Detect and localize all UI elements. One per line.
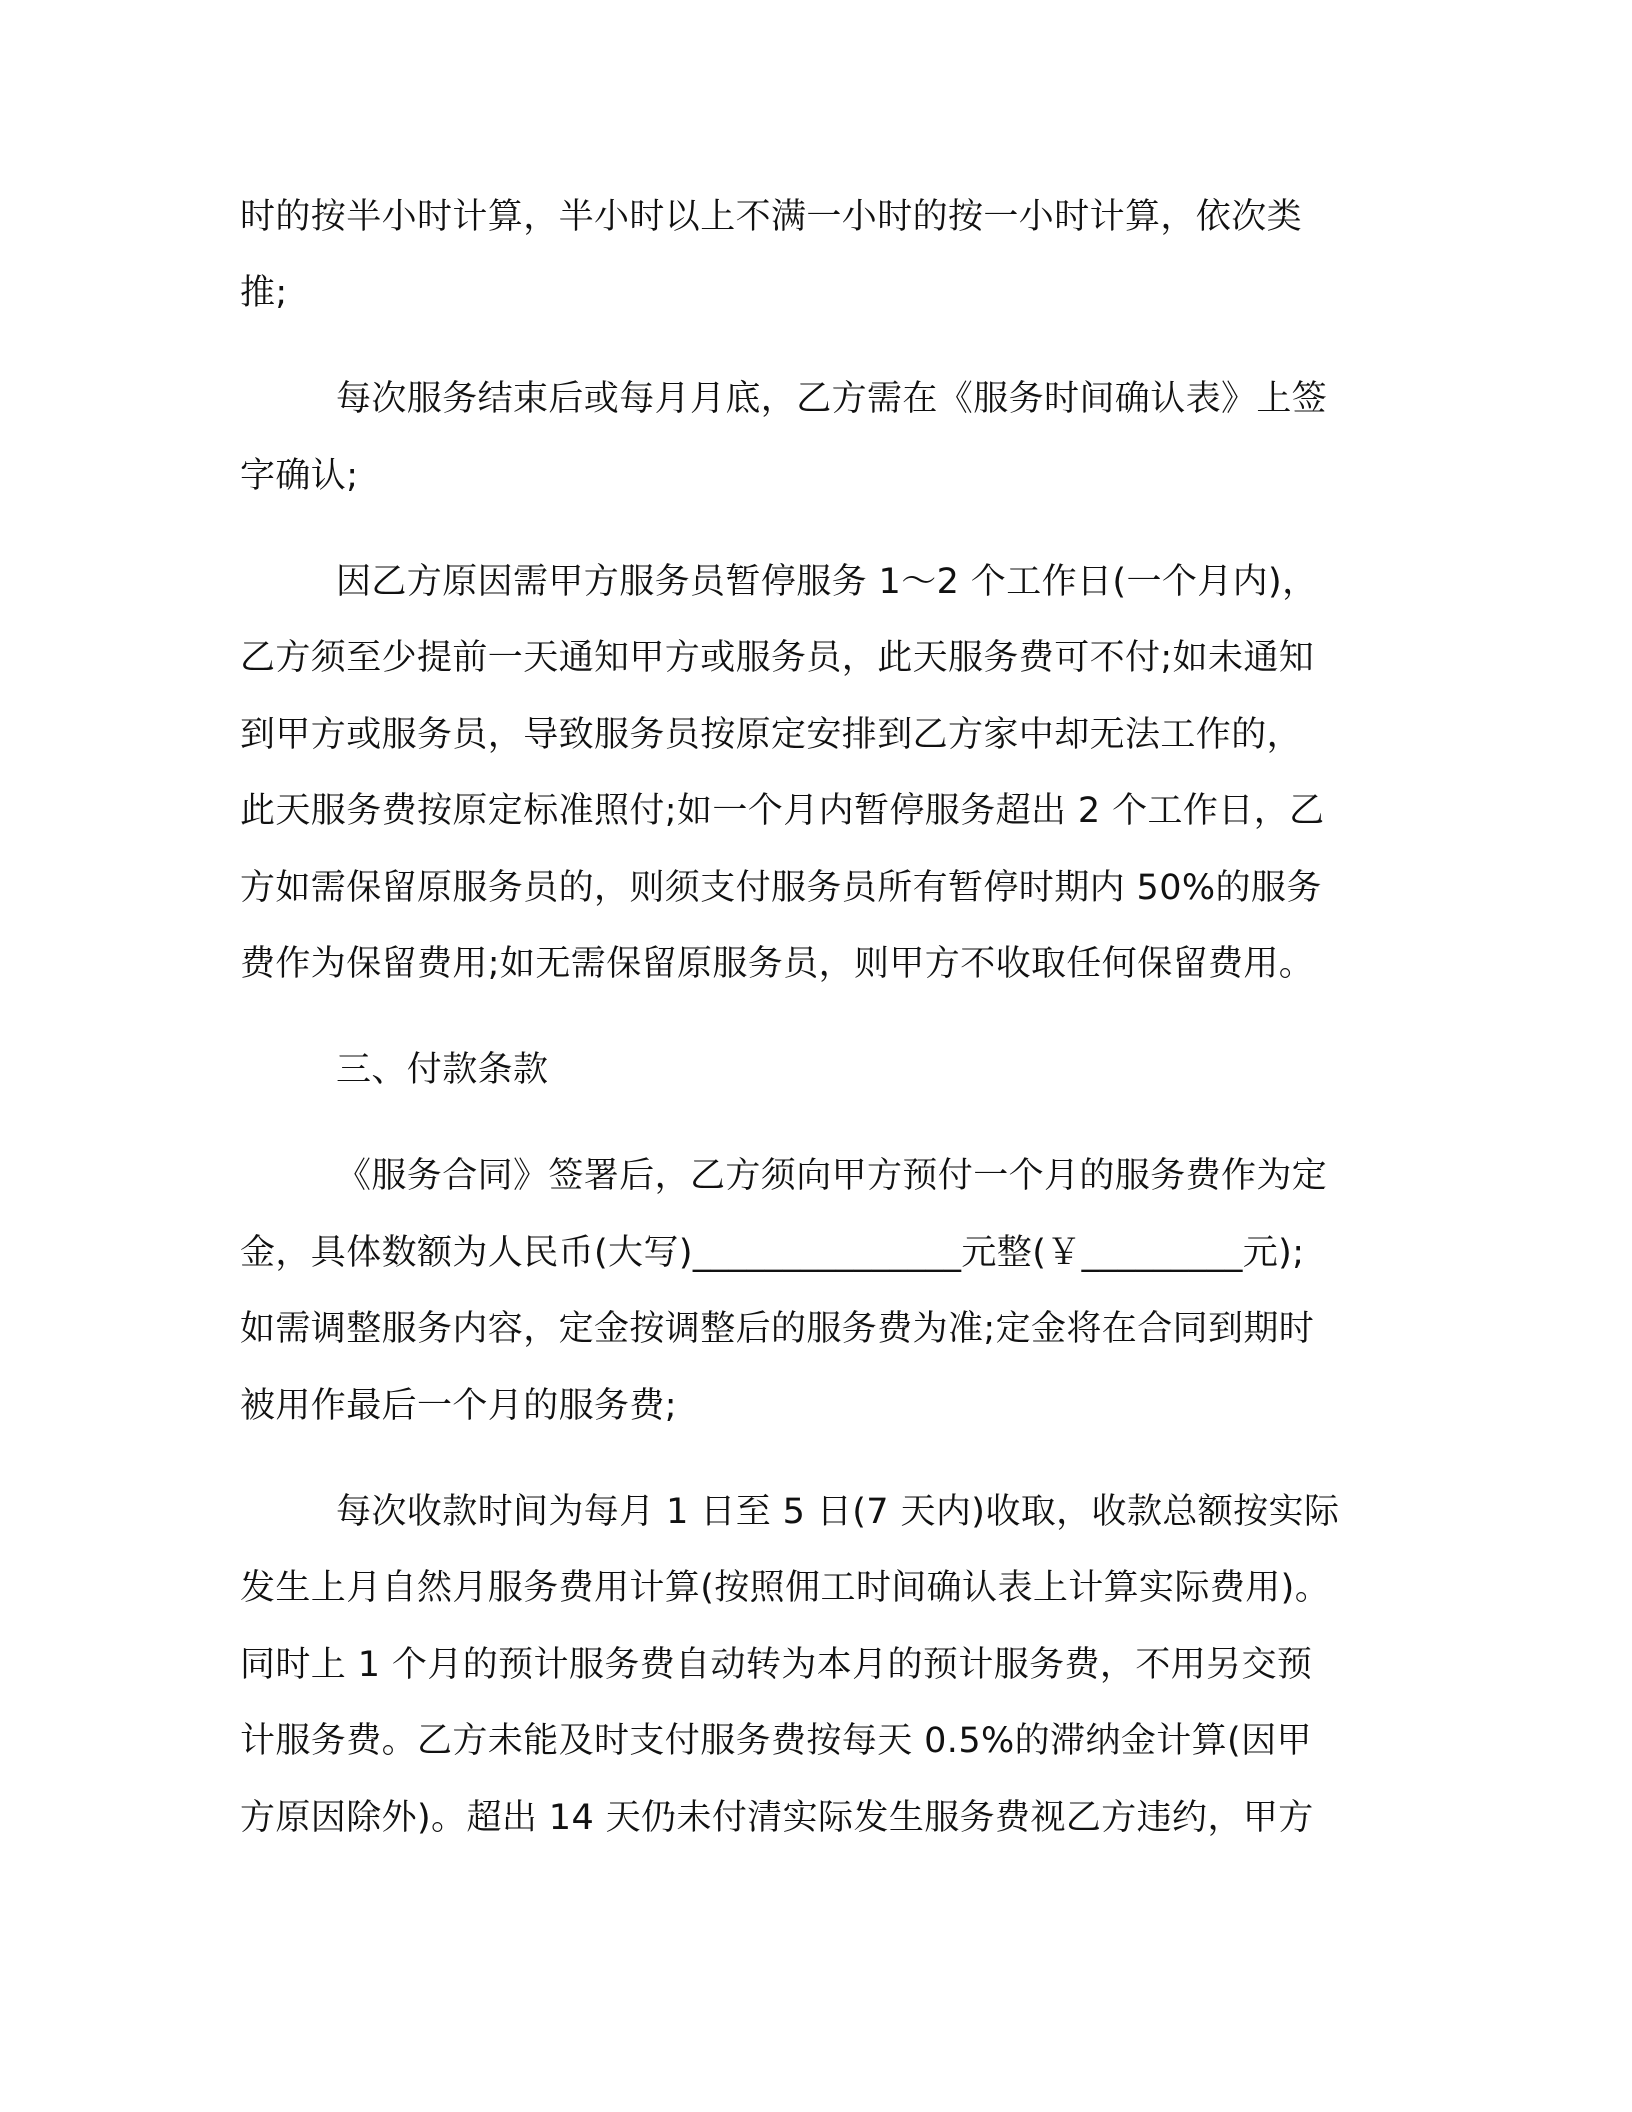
paragraph-first-line: 每次收款时间为每月 1 日至 5 日(7 天内)收取，收款总额按实际: [336, 1492, 1340, 1532]
paragraph-first-line: 因乙方原因需甲方服务员暂停服务 1～2 个工作日(一个月内)，: [336, 562, 1318, 602]
text-line: 计服务费。乙方未能及时支付服务费按每天 0.5%的滞纳金计算(因甲: [240, 1721, 1312, 1761]
text-line: 方如需保留原服务员的，则须支付服务员所有暂停时期内 50%的服务: [240, 868, 1322, 908]
text-line: 金，具体数额为人民币(大写)_______________元整(￥_________元);: [240, 1233, 1305, 1273]
text-line: 乙方须至少提前一天通知甲方或服务员，此天服务费可不付;如未通知: [240, 638, 1315, 678]
text-line: 被用作最后一个月的服务费;: [240, 1386, 677, 1426]
text-line: 字确认;: [240, 456, 359, 496]
text-line: 如需调整服务内容，定金按调整后的服务费为准;定金将在合同到期时: [240, 1309, 1315, 1349]
text-line: 费作为保留费用;如无需保留原服务员，则甲方不收取任何保留费用。: [240, 944, 1315, 984]
text-line: 方原因除外)。超出 14 天仍未付清实际发生服务费视乙方违约，甲方: [240, 1798, 1314, 1838]
text-line: 时的按半小时计算，半小时以上不满一小时的按一小时计算，依次类: [240, 197, 1303, 237]
section-heading: 三、付款条款: [336, 1050, 549, 1090]
text-line: 同时上 1 个月的预计服务费自动转为本月的预计服务费，不用另交预: [240, 1645, 1313, 1685]
text-line: 到甲方或服务员，导致服务员按原定安排到乙方家中却无法工作的，: [240, 715, 1303, 755]
text-line: 发生上月自然月服务费用计算(按照佣工时间确认表上计算实际费用)。: [240, 1568, 1331, 1608]
text-line: 推;: [240, 273, 288, 313]
paragraph-first-line: 每次服务结束后或每月月底，乙方需在《服务时间确认表》上签: [336, 379, 1328, 419]
paragraph-first-line: 《服务合同》签署后，乙方须向甲方预付一个月的服务费作为定: [336, 1156, 1328, 1196]
text-line: 此天服务费按原定标准照付;如一个月内暂停服务超出 2 个工作日，乙: [240, 791, 1325, 831]
